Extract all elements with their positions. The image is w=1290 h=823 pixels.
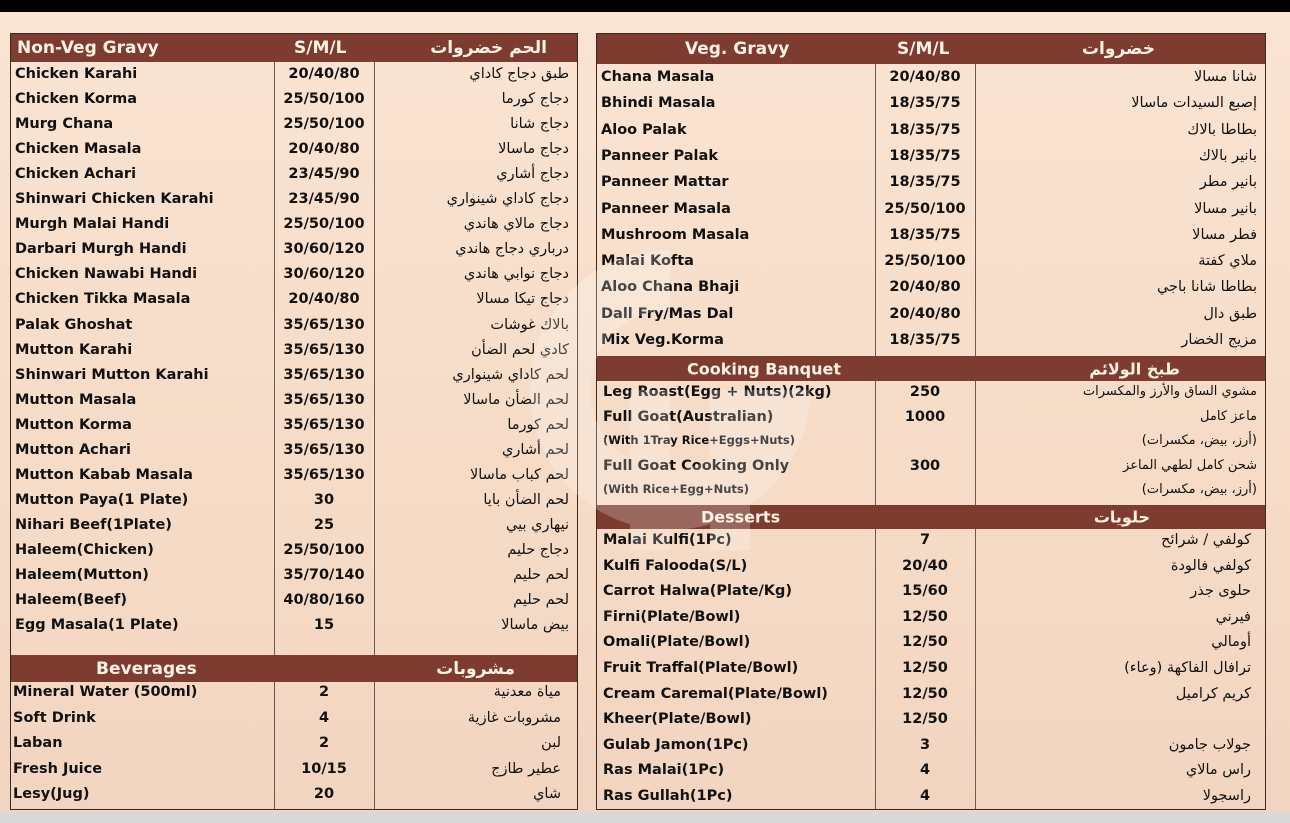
veg-item-name: Bhindi Masala [601, 95, 716, 112]
nonveg-item-name: Shinwari Chicken Karahi [15, 191, 214, 208]
nonveg-item [11, 164, 577, 189]
nonveg-item-price: 15 [313, 617, 335, 634]
beverages-item [11, 759, 577, 785]
desserts-item [597, 684, 1265, 710]
nonveg-header-ar: الحم خضروات [430, 38, 547, 58]
nonveg-item-price: 35/65/130 [283, 441, 365, 458]
nonveg-item [11, 390, 577, 415]
veg-header-size: S/M/L [897, 39, 950, 59]
nonveg-item-price: 35/65/130 [283, 391, 365, 408]
nonveg-item-price: 40/80/160 [283, 592, 365, 609]
nonveg-item [11, 540, 577, 565]
desserts-item-name: Kulfi Falooda(S/L) [603, 557, 748, 574]
veg-item [597, 225, 1265, 251]
nonveg-item-name: Egg Masala(1 Plate) [15, 617, 179, 634]
veg-item [597, 277, 1265, 303]
nonveg-item-price: 35/65/130 [283, 466, 365, 483]
nonveg-item-price: 25 [313, 516, 335, 533]
desserts-header-en: Desserts [701, 507, 781, 527]
nonveg-item [11, 615, 577, 640]
right-menu-panel [596, 33, 1266, 810]
veg-item-arabic: بانير بالاك [1198, 147, 1257, 164]
desserts-item-price: 12/50 [902, 608, 948, 625]
banquet-item-arabic: مشوي الساق والأرز والمكسرات [1082, 384, 1257, 399]
nonveg-item [11, 214, 577, 239]
nonveg-item-arabic: دجاج كورما [501, 91, 569, 108]
nonveg-item-name: Palak Ghoshat [15, 316, 133, 333]
left-menu-panel [10, 33, 578, 810]
beverages-header [11, 655, 577, 682]
desserts-item [597, 760, 1265, 786]
nonveg-item [11, 440, 577, 465]
nonveg-item-price: 30/60/120 [283, 241, 365, 258]
veg-header [597, 34, 1265, 64]
banquet-item-arabic: شحن كامل لطهي الماعز [1123, 457, 1257, 473]
nonveg-item-price: 25/50/100 [283, 116, 365, 133]
desserts-item-name: Malai Kulfi(1Pc) [603, 532, 732, 548]
desserts-item [597, 658, 1265, 684]
banquet-header [597, 356, 1265, 381]
nonveg-item-arabic: بالاك غوشات [490, 316, 569, 333]
nonveg-item-price: 35/65/130 [283, 341, 365, 358]
nonveg-header-size: S/M/L [294, 38, 347, 58]
beverages-item-arabic: عطير طازج [491, 760, 561, 777]
nonveg-item-price: 23/45/90 [288, 191, 360, 208]
nonveg-item-name: Shinwari Mutton Karahi [15, 366, 209, 383]
beverages-item-name: Lesy(Jug) [13, 786, 90, 803]
desserts-item-arabic: ترافال الفاكهة (وعاء) [1124, 660, 1251, 676]
nonveg-item-arabic: لحم كاداي شينواري [452, 366, 569, 383]
desserts-item-arabic: راس مالاي [1185, 762, 1251, 779]
nonveg-item-name: Chicken Karahi [15, 66, 138, 82]
beverages-item-price: 2 [318, 735, 330, 752]
veg-header-en: Veg. Gravy [685, 39, 790, 59]
veg-item-price: 25/50/100 [884, 253, 966, 270]
veg-item [597, 172, 1265, 198]
banquet-item [597, 456, 1265, 481]
nonveg-header [11, 34, 577, 62]
banquet-item-arabic: (أرز، بيض، مكسرات) [1141, 482, 1257, 498]
nonveg-item-arabic: لحم كورما [507, 416, 569, 433]
veg-item [597, 330, 1265, 356]
desserts-item-name: Carrot Halwa(Plate/Kg) [603, 583, 793, 600]
veg-item-name: Malai Kofta [601, 253, 694, 270]
top-border [0, 0, 1290, 12]
nonveg-item [11, 565, 577, 590]
beverages-item-arabic: مياة معدنية [493, 684, 561, 700]
desserts-item-price: 12/50 [902, 634, 948, 651]
desserts-item-name: Kheer(Plate/Bowl) [603, 711, 752, 728]
veg-item-arabic: فطر مسالا [1192, 226, 1257, 243]
nonveg-item-price: 35/70/140 [283, 567, 365, 583]
nonveg-item-name: Murg Chana [15, 116, 114, 133]
nonveg-item-arabic: دجاج كاداي شينواري [446, 191, 569, 208]
nonveg-item-name: Darbari Murgh Handi [15, 241, 187, 258]
nonveg-item-name: Mutton Paya(1 Plate) [15, 491, 189, 508]
veg-item-arabic: بطاطا شانا باجي [1156, 279, 1257, 296]
banquet-item-name: Full Goat Cooking Only [603, 457, 790, 474]
veg-item-name: Mushroom Masala [601, 226, 750, 243]
veg-item [597, 304, 1265, 330]
nonveg-item [11, 490, 577, 515]
veg-item-name: Panneer Masala [601, 200, 731, 217]
banquet-item-name: (With Rice+Egg+Nuts) [603, 482, 749, 497]
nonveg-item-arabic: دجاج شانا [510, 116, 569, 133]
desserts-item-price: 4 [919, 788, 931, 804]
nonveg-item [11, 515, 577, 540]
nonveg-item-name: Nihari Beef(1Plate) [15, 516, 172, 533]
nonveg-item-name: Mutton Kabab Masala [15, 466, 193, 483]
nonveg-item [11, 340, 577, 365]
nonveg-item-name: Chicken Achari [15, 166, 137, 183]
veg-item-name: Aloo Palak [601, 121, 687, 138]
veg-item-name: Aloo Chana Bhaji [601, 279, 740, 296]
banquet-item-price: 300 [909, 457, 941, 474]
nonveg-item-arabic: دجاج نوابي هاندي [463, 266, 569, 283]
banquet-item-price: 1000 [904, 408, 946, 425]
beverages-item-price: 2 [318, 684, 330, 700]
nonveg-item [11, 139, 577, 164]
desserts-item-price: 12/50 [902, 711, 948, 728]
veg-item [597, 146, 1265, 172]
beverages-item [11, 708, 577, 734]
desserts-item-name: Ras Gullah(1Pc) [603, 788, 733, 804]
nonveg-item [11, 415, 577, 440]
beverages-item-name: Laban [13, 735, 63, 752]
nonveg-item-name: Haleem(Chicken) [15, 541, 154, 558]
banquet-header-en: Cooking Banquet [687, 359, 841, 378]
nonveg-item-name: Mutton Masala [15, 391, 137, 408]
veg-item-price: 18/35/75 [889, 332, 961, 348]
nonveg-item-name: Chicken Masala [15, 141, 142, 158]
nonveg-item [11, 465, 577, 490]
veg-item-arabic: مزيج الخضار [1181, 332, 1257, 348]
nonveg-item-price: 25/50/100 [283, 216, 365, 233]
veg-item-price: 20/40/80 [889, 69, 961, 85]
desserts-item-arabic: فيرني [1215, 608, 1251, 625]
desserts-item-name: Cream Caremal(Plate/Bowl) [603, 685, 828, 702]
banquet-item [597, 431, 1265, 456]
desserts-item-arabic: حلوى جذر [1190, 583, 1251, 600]
nonveg-item [11, 264, 577, 289]
beverages-item-price: 20 [313, 786, 335, 803]
desserts-item-name: Firni(Plate/Bowl) [603, 608, 741, 625]
nonveg-item-arabic: لحم حليم [513, 567, 569, 583]
banquet-item [597, 382, 1265, 407]
desserts-item [597, 786, 1265, 812]
desserts-item [597, 632, 1265, 658]
nonveg-item-name: Mutton Korma [15, 416, 132, 433]
veg-header-ar: خضروات [1081, 39, 1155, 59]
veg-item [597, 93, 1265, 119]
veg-item-name: Dall Fry/Mas Dal [601, 305, 734, 322]
nonveg-item-arabic: طبق دجاج كاداي [469, 66, 569, 82]
desserts-item-arabic: جولاب جامون [1168, 736, 1251, 753]
desserts-item [597, 581, 1265, 607]
nonveg-item [11, 239, 577, 264]
desserts-item-name: Ras Malai(1Pc) [603, 762, 725, 779]
nonveg-item-name: Haleem(Beef) [15, 592, 127, 609]
nonveg-item [11, 89, 577, 114]
veg-item [597, 251, 1265, 277]
nonveg-item [11, 189, 577, 214]
beverages-item-name: Mineral Water (500ml) [13, 684, 198, 700]
veg-item-price: 18/35/75 [889, 226, 961, 243]
bottom-border [0, 812, 1290, 823]
banquet-item [597, 407, 1265, 432]
veg-item-arabic: إصبع السيدات ماسالا [1131, 95, 1257, 112]
banquet-item-arabic: ماعز كامل [1200, 408, 1257, 424]
desserts-item-price: 15/60 [902, 583, 948, 600]
beverages-item-price: 10/15 [301, 760, 347, 777]
veg-item-arabic: طبق دال [1203, 305, 1257, 322]
desserts-item [597, 607, 1265, 633]
veg-item-name: Panneer Mattar [601, 174, 729, 191]
veg-item-arabic: شانا مسالا [1193, 69, 1257, 85]
nonveg-item [11, 590, 577, 615]
veg-item-price: 18/35/75 [889, 95, 961, 112]
nonveg-item-price: 20/40/80 [288, 291, 360, 308]
banquet-item-price: 250 [909, 384, 941, 400]
nonveg-item-arabic: لحم أشاري [502, 441, 569, 458]
beverages-header-en: Beverages [96, 658, 197, 679]
desserts-item-price: 12/50 [902, 685, 948, 702]
veg-item-price: 25/50/100 [884, 200, 966, 217]
banquet-item-name: (With 1Tray Rice+Eggs+Nuts) [603, 433, 795, 448]
nonveg-item-price: 20/40/80 [288, 66, 360, 82]
desserts-item-arabic: كولفي / شرائح [1161, 532, 1251, 548]
nonveg-item-arabic: لحم كباب ماسالا [469, 466, 569, 483]
nonveg-item-price: 35/65/130 [283, 366, 365, 383]
desserts-item-name: Gulab Jamon(1Pc) [603, 736, 749, 753]
veg-item-name: Panneer Palak [601, 147, 718, 164]
desserts-item-arabic: أومالي [1211, 634, 1251, 651]
desserts-item-price: 3 [919, 736, 931, 753]
veg-item-price: 18/35/75 [889, 121, 961, 138]
desserts-item [597, 556, 1265, 582]
nonveg-item-name: Chicken Tikka Masala [15, 291, 191, 308]
beverages-header-ar: مشروبات [436, 658, 515, 679]
veg-item [597, 120, 1265, 146]
veg-item-price: 18/35/75 [889, 147, 961, 164]
beverages-item [11, 784, 577, 810]
desserts-header-ar: حلويات [1093, 507, 1150, 527]
desserts-item-arabic: راسجولا [1202, 788, 1251, 804]
nonveg-item [11, 365, 577, 390]
nonveg-item-name: Mutton Karahi [15, 341, 133, 358]
desserts-item [597, 735, 1265, 761]
nonveg-item-price: 20/40/80 [288, 141, 360, 158]
nonveg-item-price: 25/50/100 [283, 91, 365, 108]
nonveg-item-name: Mutton Achari [15, 441, 131, 458]
nonveg-item-price: 30 [313, 491, 335, 508]
beverages-item-price: 4 [318, 709, 330, 726]
banquet-item-name: Leg Roast(Egg + Nuts)(2kg) [603, 384, 832, 400]
nonveg-item-name: Haleem(Mutton) [15, 567, 149, 583]
veg-item-name: Mix Veg.Korma [601, 332, 724, 348]
nonveg-item-price: 23/45/90 [288, 166, 360, 183]
beverages-item-arabic: مشروبات غازية [467, 709, 561, 726]
nonveg-item-arabic: دجاج تيكا مسالا [476, 291, 569, 308]
beverages-item-name: Fresh Juice [13, 760, 103, 777]
desserts-item-name: Fruit Traffal(Plate/Bowl) [603, 660, 799, 676]
nonveg-item-name: Chicken Korma [15, 91, 137, 108]
desserts-item-price: 20/40 [902, 557, 948, 574]
nonveg-item-arabic: دجاج حليم [507, 541, 569, 558]
desserts-item-name: Omali(Plate/Bowl) [603, 634, 751, 651]
veg-item-arabic: ملاي كفتة [1198, 253, 1257, 270]
veg-item-arabic: بانير مطر [1199, 174, 1257, 191]
veg-item [597, 199, 1265, 225]
nonveg-item-arabic: لحم الضأن ماسالا [463, 391, 569, 408]
nonveg-item [11, 289, 577, 314]
desserts-item-price: 12/50 [902, 660, 948, 676]
nonveg-item [11, 114, 577, 139]
banquet-item [597, 480, 1265, 505]
veg-item [597, 67, 1265, 93]
banquet-item-arabic: (أرز، بيض، مكسرات) [1141, 433, 1257, 449]
nonveg-item-arabic: نيهاري بيي [506, 516, 569, 533]
nonveg-item [11, 64, 577, 89]
desserts-header [597, 505, 1265, 529]
nonveg-item-price: 35/65/130 [283, 416, 365, 433]
banquet-header-ar: طبخ الولائم [1089, 359, 1180, 378]
nonveg-header-en: Non-Veg Gravy [17, 38, 159, 58]
veg-item-price: 20/40/80 [889, 305, 961, 322]
desserts-item-price: 4 [919, 762, 931, 779]
beverages-item-arabic: شاي [533, 786, 561, 803]
banquet-item-name: Full Goat(Australian) [603, 408, 774, 425]
nonveg-item-arabic: دجاج أشاري [496, 166, 569, 183]
veg-item-name: Chana Masala [601, 69, 715, 85]
nonveg-item-price: 25/50/100 [283, 541, 365, 558]
nonveg-item-price: 30/60/120 [283, 266, 365, 283]
beverages-item-arabic: لبن [541, 735, 561, 752]
nonveg-item-arabic: درباري دجاج هاندي [455, 241, 569, 258]
beverages-item-name: Soft Drink [13, 709, 96, 726]
veg-item-arabic: بانير مسالا [1194, 200, 1257, 217]
desserts-item [597, 709, 1265, 735]
nonveg-item-name: Chicken Nawabi Handi [15, 266, 198, 283]
veg-item-price: 18/35/75 [889, 174, 961, 191]
desserts-item-arabic: كولفي فالودة [1170, 557, 1251, 574]
nonveg-item-price: 35/65/130 [283, 316, 365, 333]
beverages-item [11, 682, 577, 708]
nonveg-item-arabic: لحم حليم [513, 592, 569, 609]
beverages-item [11, 733, 577, 759]
veg-item-price: 20/40/80 [889, 279, 961, 296]
veg-item-arabic: بطاطا بالاك [1187, 121, 1257, 138]
nonveg-item-arabic: كادي لحم الضأن [471, 341, 569, 358]
nonveg-item-name: Murgh Malai Handi [15, 216, 170, 233]
nonveg-item-arabic: دجاج ماسالا [498, 141, 569, 158]
nonveg-item-arabic: بيض ماسالا [501, 617, 569, 634]
desserts-item [597, 530, 1265, 556]
nonveg-item-arabic: لحم الضأن بايا [483, 491, 569, 508]
desserts-item-price: 7 [919, 532, 931, 548]
nonveg-item [11, 315, 577, 340]
desserts-item-arabic: كريم كراميل [1175, 685, 1251, 702]
nonveg-item-arabic: دجاج مالاي هاندي [463, 216, 569, 233]
